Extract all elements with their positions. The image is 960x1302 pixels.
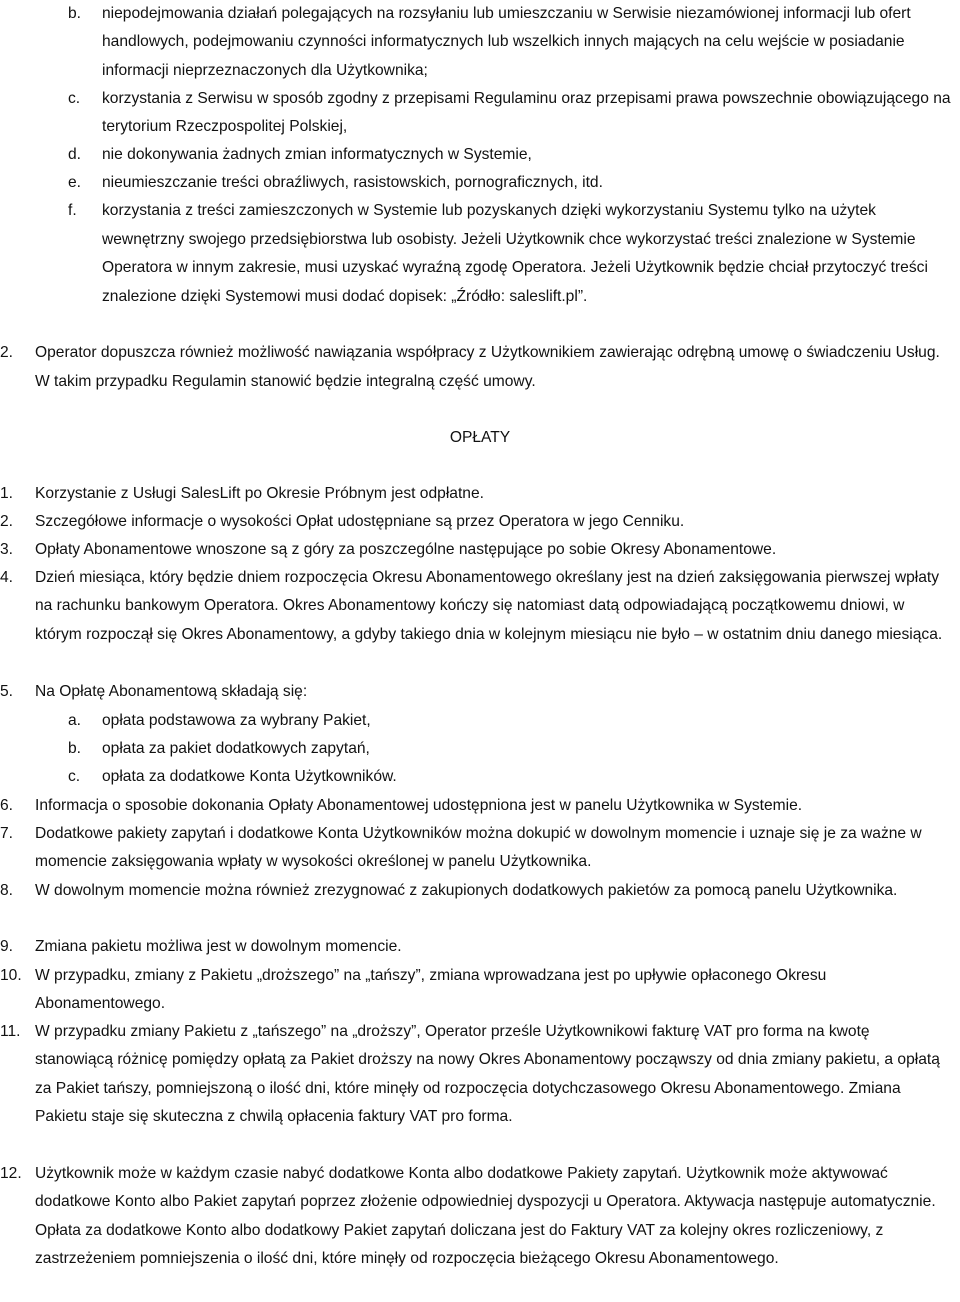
list-item-c	[68, 85, 960, 142]
fees-item-1	[0, 480, 950, 508]
list-text: nieumieszczanie treści obraźliwych, rasistowskich, pornograficznych, itd.	[102, 174, 603, 191]
fees-item-3	[0, 536, 950, 564]
list-text: niepodejmowania działań polegających na rozsyłaniu lub umieszczaniu w Serwisie niezamówionej informacji lub ofert handlowych, podejmowaniu czynności informatycznych lub wszelkich innych mających na celu wejście w posiadanie informacji nieprzeznaczonych dla Użytkownika;	[102, 5, 911, 79]
list-text: W przypadku, zmiany z Pakietu „droższego” na „tańszy”, zmiana wprowadzana jest po upływie opłaconego Okresu Abonamentowego.	[35, 967, 827, 1013]
list-text: opłata za pakiet dodatkowych zapytań,	[102, 740, 370, 757]
list-marker: b.	[68, 5, 82, 22]
list-marker: 2.	[0, 513, 14, 530]
list-marker: 9.	[0, 938, 14, 955]
list-text: korzystania z treści zamieszczonych w Systemie lub pozyskanych dzięki wykorzystaniu Systemu tylko na użytek wewnętrzny swojego przedsiębiorstwa lub osobisty. Jeżeli Użytkownik chce wykorzystać treści znalezione w Systemie Operatora w innym zakresie, musi uzyskać wyraźną zgodę Operatora. Jeżeli Użytkownik będzie chciał przytoczyć treści znalezione dzięki Systemowi musi dodać dopisek: „Źródło: saleslift.pl”.	[102, 202, 928, 305]
fees-item-5	[0, 678, 950, 706]
fees-item-7	[0, 820, 950, 877]
list-marker: 4.	[0, 569, 14, 586]
list-text: opłata podstawowa za wybrany Pakiet,	[102, 712, 371, 729]
list-text: Informacja o sposobie dokonania Opłaty Abonamentowej udostępniona jest w panelu Użytkownika w Systemie.	[35, 797, 803, 814]
list-marker: 12.	[0, 1165, 22, 1182]
list-text: nie dokonywania żadnych zmian informatycznych w Systemie,	[102, 146, 532, 163]
list-marker: 11.	[0, 1023, 21, 1040]
list-marker: f.	[68, 202, 77, 219]
fees-item-6	[0, 792, 950, 820]
list-marker: 5.	[0, 683, 14, 700]
list-marker: c.	[68, 768, 81, 785]
list-text: W dowolnym momencie można również zrezygnować z zakupionych dodatkowych pakietów za pomocą panelu Użytkownika.	[35, 882, 898, 899]
list-text: Opłaty Abonamentowe wnoszone są z góry za poszczególne następujące po sobie Okresy Abonamentowe.	[35, 541, 777, 558]
list-item-e	[68, 169, 960, 197]
fees-item-12	[0, 1160, 950, 1274]
list-item-d	[68, 141, 960, 169]
list-text: Dzień miesiąca, który będzie dniem rozpoczęcia Okresu Abonamentowego określany jest na dzień zaksięgowania pierwszej wpłaty na rachunku bankowym Operatora. Okres Abonamentowy kończy się natomiast datą odpowiadającą początkowemu dniowi, w którym rozpoczął się Okres Abonamentowy, a gdyby takiego dnia w kolejnym miesiącu nie było – w ostatnim dniu danego miesiąca.	[35, 569, 943, 643]
list-marker: 7.	[0, 825, 14, 842]
list-marker: 3.	[0, 541, 14, 558]
fees-item-9	[0, 933, 950, 961]
fee-part-a	[68, 707, 928, 735]
list-marker: 10.	[0, 967, 22, 984]
list-text: Na Opłatę Abonamentową składają się:	[35, 683, 308, 700]
list-marker: d.	[68, 146, 82, 163]
fees-item-10	[0, 962, 950, 1019]
list-item-b	[68, 0, 960, 85]
list-text: Użytkownik może w każdym czasie nabyć dodatkowe Konta albo dodatkowe Pakiety zapytań. Użytkownik może aktywować dodatkowe Konto albo Pakiet zapytań poprzez złożenie odpowiedniej dyspozycji u Operatora. Aktywacja następuje automatycznie. Opłata za dodatkowe Konto albo dodatkowy Pakiet zapytań doliczana jest do Faktury VAT za kolejny okres rozliczeniowy, z zastrzeżeniem pomniejszenia o ilość dni, które minęły od rozpoczęcia bieżącego Okresu Abonamentowego.	[35, 1165, 936, 1268]
list-marker: b.	[68, 740, 82, 757]
fee-part-b	[68, 735, 928, 763]
list-text: W przypadku zmiany Pakietu z „tańszego” na „droższy”, Operator prześle Użytkownikowi fakturę VAT pro forma na kwotę stanowiącą różnicę pomiędzy opłatą za Pakiet droższy na nowy Okres Abonamentowy począwszy od dnia zmiany pakietu, a opłatą za Pakiet tańszy, pomniejszoną o ilość dni, które minęły od rozpoczęcia dotychczasowego Okresu Abonamentowego. Zmiana Pakietu staje się skuteczna z chwilą opłacenia faktury VAT pro forma.	[35, 1023, 940, 1126]
list-marker: 2.	[0, 344, 14, 361]
list-marker: 8.	[0, 882, 14, 899]
list-text: Operator dopuszcza również możliwość nawiązania współpracy z Użytkownikiem zawierając odrębną umowę o świadczeniu Usług. W takim przypadku Regulamin stanowić będzie integralną część umowy.	[35, 344, 940, 390]
section-heading: OPŁATY	[449, 429, 511, 446]
fees-item-2	[0, 508, 950, 536]
list-marker: e.	[68, 174, 82, 191]
list-text: Zmiana pakietu możliwa jest w dowolnym momencie.	[35, 938, 402, 955]
fees-item-4	[0, 564, 950, 649]
list-item-f	[68, 197, 960, 311]
list-marker: 1.	[0, 485, 14, 502]
fee-part-c	[68, 763, 928, 791]
list-text: opłata za dodatkowe Konta Użytkowników.	[102, 768, 397, 785]
fees-item-8	[0, 877, 950, 905]
list-text: korzystania z Serwisu w sposób zgodny z przepisami Regulaminu oraz przepisami prawa powszechnie obowiązującego na terytorium Rzeczpospolitej Polskiej,	[102, 90, 951, 136]
list-text: Korzystanie z Usługi SalesLift po Okresie Próbnym jest odpłatne.	[35, 485, 484, 502]
list-marker: a.	[68, 712, 82, 729]
fees-item-11	[0, 1018, 950, 1132]
list-text: Szczegółowe informacje o wysokości Opłat udostępniane są przez Operatora w jego Cenniku.	[35, 513, 685, 530]
list-marker: 6.	[0, 797, 14, 814]
list-marker: c.	[68, 90, 81, 107]
list-item-2	[0, 339, 950, 396]
list-text: Dodatkowe pakiety zapytań i dodatkowe Konta Użytkowników można dokupić w dowolnym momencie i uznaje się je za ważne w momencie zaksięgowania wpłaty w wysokości określonej w panelu Użytkownika.	[35, 825, 922, 871]
